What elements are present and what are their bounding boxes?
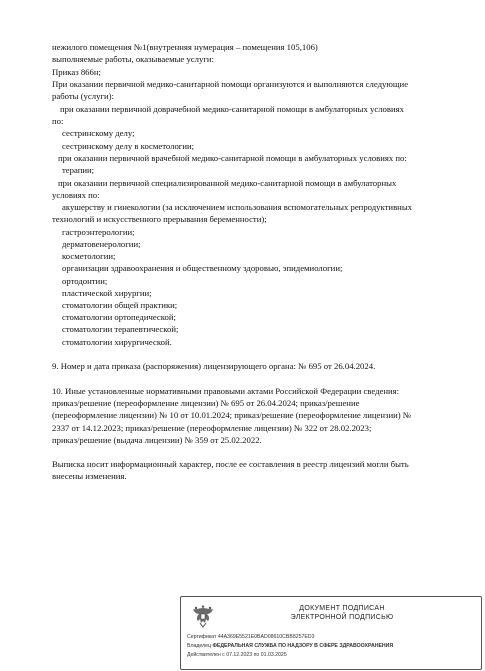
document-line: внесены изменения. (52, 471, 127, 481)
document-line: стоматологии терапевтической; (62, 324, 179, 334)
document-line: ортодонтии; (62, 276, 108, 286)
document-line: стоматологии общей практики; (62, 300, 178, 310)
document-line: при оказании первичной доврачебной медико-санитарной помощи в амбулаторных условиях (60, 104, 404, 114)
document-line: работы (услуги): (52, 91, 114, 101)
document-line: организации здравоохранения и общественному здоровью, эпидемиологии; (62, 263, 343, 273)
certificate-value: 44A369E5521E0BAD08610CBB8257ED3 (217, 634, 315, 640)
document-line: по: (52, 116, 64, 126)
stamp-title-line1: ДОКУМЕНТ ПОДПИСАН (299, 605, 385, 612)
document-line: сестринскому делу в косметологии; (62, 141, 195, 151)
stamp-certificate-row (187, 634, 314, 640)
electronic-signature-stamp (180, 596, 482, 670)
stamp-title-line2: ЭЛЕКТРОННОЙ ПОДПИСЬЮ (290, 614, 394, 621)
document-line: Выписка носит информационный характер, после ее составления в реестр лицензий могли быть (52, 459, 409, 469)
document-line: приказ/решение (выдача лицензии) № 359 от 25.02.2022. (52, 435, 262, 445)
document-line: приказ/решение (переоформление лицензии) № 695 от 26.04.2024; приказ/решение (52, 398, 360, 408)
double-headed-eagle-emblem-icon (191, 602, 215, 630)
owner-label: Владелец (187, 643, 211, 649)
document-line: стоматологии ортопедической; (62, 312, 176, 322)
owner-value: ФЕДЕРАЛЬНАЯ СЛУЖБА ПО НАДЗОРУ В СФЕРЕ ЗДРАВООХРАНЕНИЯ (212, 643, 394, 649)
document-line: пластической хирургии; (62, 288, 152, 298)
document-line: при оказании первичной специализированной медико-санитарной помощи в амбулаторных (58, 178, 397, 188)
document-line: условиях по: (52, 190, 100, 200)
document-line: стоматологии хирургической. (62, 337, 172, 347)
document-line: дерматовенерологии; (62, 239, 141, 249)
document-line: 2337 от 14.12.2023; приказ/решение (переоформление лицензии) № 322 от 28.02.2023; (52, 423, 372, 433)
document-line: нежилого помещения №1(внутренняя нумерация – помещения 105,106) (52, 42, 318, 52)
document-line: акушерству и гинекологии (за исключением использования вспомогательных репродуктивных (62, 202, 413, 212)
certificate-label: Сертификат (187, 634, 217, 640)
stamp-validity: Действителен с 07.12.2023 по 01.03.2025 (187, 652, 287, 658)
document-line: Приказ 866н; (52, 67, 101, 77)
document-line: косметологии; (62, 251, 116, 261)
document-line: терапии; (62, 165, 95, 175)
stamp-owner-row (187, 643, 393, 649)
document-line: сестринскому делу; (62, 128, 135, 138)
document-line: 10. Иные установленные нормативными правовыми актами Российской Федерации сведения: (52, 386, 400, 396)
document-line: выполняемые работы, оказываемые услуги: (52, 54, 214, 64)
document-line: технологий и искусственного прерывания беременности); (52, 214, 267, 224)
document-line: (переоформление лицензии) № 10 от 10.01.2024; приказ/решение (переоформление лицензии) № (52, 410, 412, 420)
document-line: 9. Номер и дата приказа (распоряжения) лицензирующего органа: № 695 от 26.04.2024. (52, 361, 376, 371)
document-line: при оказании первичной врачебной медико-санитарной помощи в амбулаторных условиях по: (58, 153, 407, 163)
document-line: гастроэнтерологии; (62, 227, 135, 237)
document-line: При оказании первичной медико-санитарной помощи организуются и выполняются следующие (52, 79, 409, 89)
